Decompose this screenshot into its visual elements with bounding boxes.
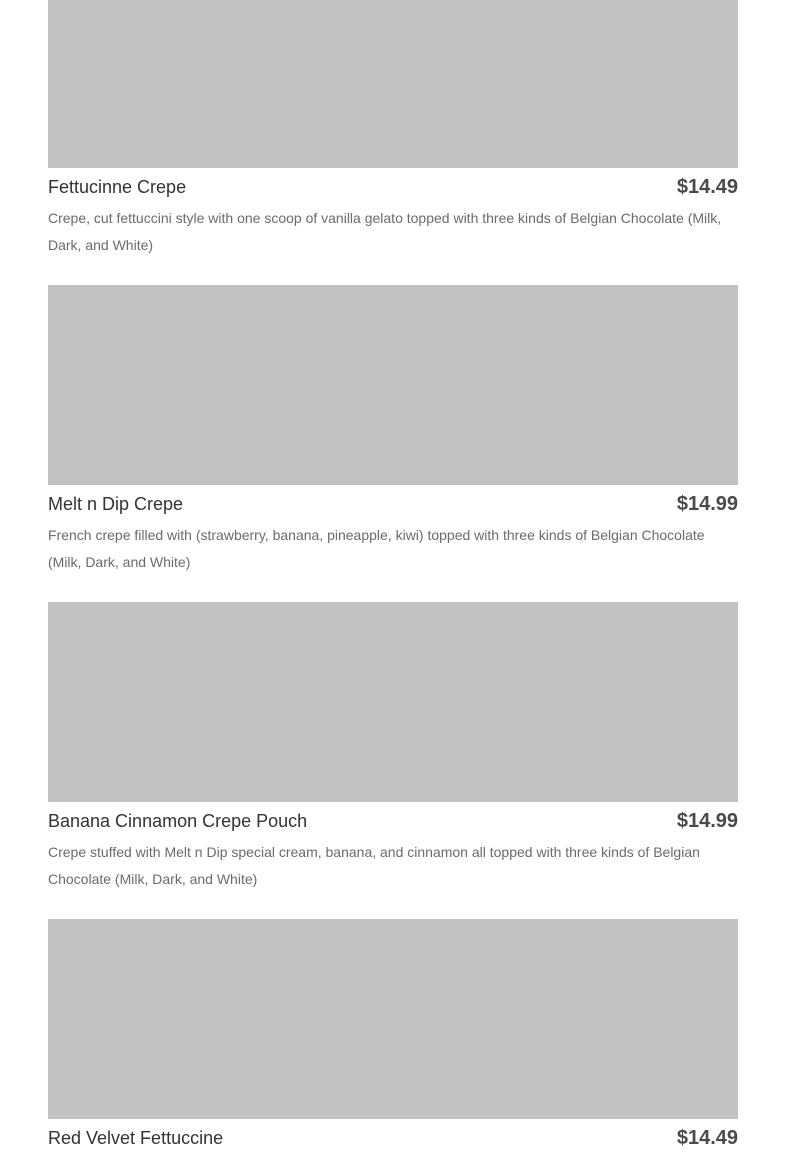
item-header bbox=[48, 1119, 738, 1155]
menu-item-melt-n-dip-crepe[interactable] bbox=[48, 285, 738, 602]
item-description: Crepe stuffed with Melt n Dip special cream, banana, and cinnamon all topped with three kinds of Belgian Chocolate (Milk, Dark, and White) bbox=[48, 844, 700, 887]
menu-item-fettucinne-crepe[interactable] bbox=[48, 0, 738, 285]
item-image-placeholder[interactable] bbox=[48, 919, 738, 1119]
item-name[interactable]: Melt n Dip Crepe bbox=[48, 494, 184, 514]
item-header bbox=[48, 485, 738, 521]
item-image-placeholder[interactable] bbox=[48, 0, 738, 168]
item-header bbox=[48, 168, 738, 204]
item-price: $14.49 bbox=[676, 176, 738, 198]
item-name[interactable]: Banana Cinnamon Crepe Pouch bbox=[48, 811, 308, 831]
menu-item-red-velvet-fettuccine[interactable] bbox=[48, 919, 738, 1157]
item-name[interactable]: Fettucinne Crepe bbox=[48, 177, 187, 197]
item-price: $14.99 bbox=[676, 493, 738, 515]
menu-list bbox=[48, 0, 738, 1157]
menu-item-banana-cinnamon-crepe-pouch[interactable] bbox=[48, 602, 738, 919]
item-image-placeholder[interactable] bbox=[48, 602, 738, 802]
item-header bbox=[48, 802, 738, 838]
item-description: French crepe filled with (strawberry, banana, pineapple, kiwi) topped with three kinds of Belgian Chocolate (Milk, Dark, and White) bbox=[48, 527, 705, 570]
item-price: $14.49 bbox=[676, 1127, 738, 1149]
item-image-placeholder[interactable] bbox=[48, 285, 738, 485]
item-name[interactable]: Red Velvet Fettuccine bbox=[48, 1128, 224, 1148]
item-description bbox=[48, 1155, 738, 1156]
item-description: Crepe, cut fettuccini style with one scoop of vanilla gelato topped with three kinds of Belgian Chocolate (Milk, Dark, and White) bbox=[48, 210, 722, 253]
item-price: $14.99 bbox=[676, 810, 738, 832]
